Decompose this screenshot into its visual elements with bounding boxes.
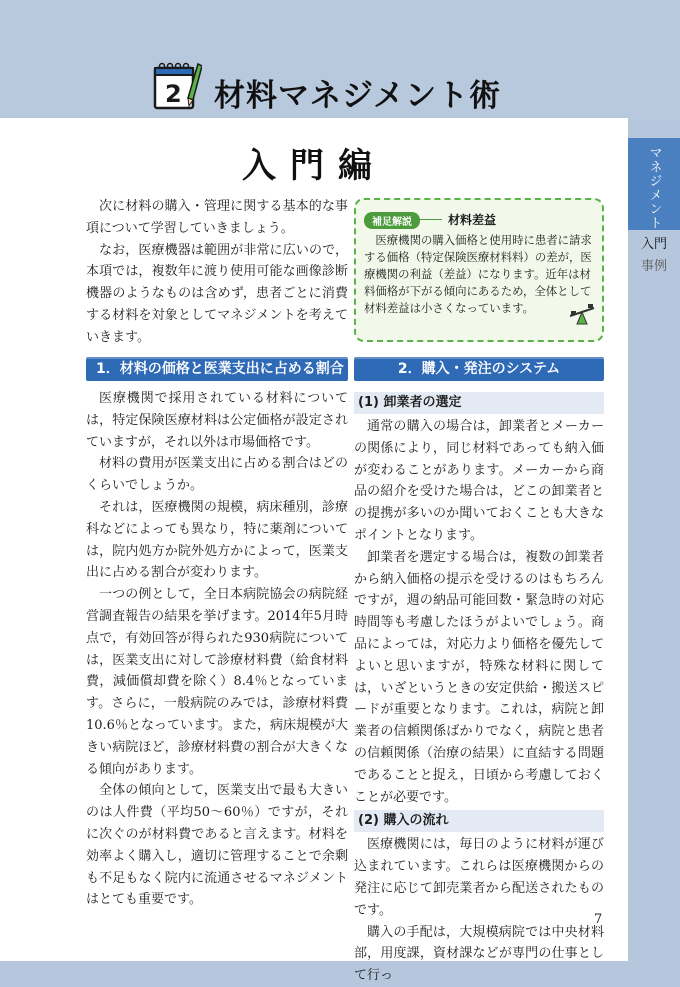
section2-heading: 2．購入・発注のシステム <box>354 357 604 381</box>
intro-paragraph: なお，医療機器は範囲が非常に広いので，本項では，複数年に渡り使用可能な画像診断機器のようなものは含めず，患者ごとに消費する材料を対象としてマネジメントを考えていきます。 <box>86 242 348 345</box>
chapter-title: 材料マネジメント術 <box>214 78 502 114</box>
sub2-paragraph: 購入の手配は，大規模病院では中央材料部，用度課，資材課などが専門の仕事として行っ <box>354 924 604 984</box>
notepad-pencil-icon <box>152 60 202 112</box>
side-tab <box>628 138 680 274</box>
sub1-paragraph: 卸業者を選定する場合は，複数の卸業者から納入価格の提示を受けるのはもちろんですが，週の納品可能回数・緊急時の対応時間等も考慮したほうがよいでしょう。商品によっては，対応力より価格を優先してよいと思いますが，特殊な材料に関しては，いざというときの安定供給・搬送スピードが重要となります。これは，病院と卸業者の信頼関係ばかりでなく，病院と患者の信頼関係（治療の結果）に直結する問題であることと捉え，日頃から考慮しておくことが必要です。 <box>354 549 604 805</box>
section-title: 入門編 <box>242 146 386 186</box>
sub2-heading: (2) 購入の流れ <box>354 810 604 832</box>
section1-paragraph: 一つの例として，全日本病院協会の病院経営調査報告の結果を挙げます。2014年5月時点で，有効回答が得られた930病院については，医業支出に対して診療材料費（給食材料費，減価償却費を除く）8.4％となっています。さらに，一般病院のみでは，診療材料費10.6％となっています。また，病床規模が大きい病院ほど，診療材料費の割合が大きくなる傾向があります。 <box>86 587 348 777</box>
section1-paragraph: 全体の傾向として，医業支出で最も大きいのは人件費（平均50～60％）ですが，それに次ぐのが材料費であると言えます。材料を効率よく購入し，適切に管理することで余剰も不足もなく院内に流通させるマネジメントはとても重要です。 <box>86 783 348 908</box>
sub1-heading: (1) 卸業者の選定 <box>354 392 604 414</box>
section1-paragraph: それは，医療機関の規模，病床種別，診療科などによっても異なり，特に薬剤については，院内処方か院外処方かによって，医業支出に占める割合が変わります。 <box>86 499 348 581</box>
section1-paragraph: 材料の費用が医業支出に占める割合はどのくらいでしょうか。 <box>86 456 348 494</box>
intro-text <box>86 196 348 349</box>
section1-body <box>86 388 348 911</box>
page-number: 7 <box>594 912 603 927</box>
intro-paragraph: 次に材料の購入・管理に関する基本的な事項について学習していきましょう。 <box>86 199 348 236</box>
chapter-number: 2 <box>165 80 182 108</box>
note-badge: 補足解説 <box>364 212 420 229</box>
note-body: 医療機関の購入価格と使用時に患者に請求する価格（特定保険医療材料料）の差が，医療機関の利益（差益）になります。近年は材料価格が下がる傾向にあるため，全体として材料差益は小さくなっています。 <box>364 233 592 315</box>
side-tab-item-intro: 入門 <box>640 237 667 252</box>
seesaw-icon <box>568 302 596 326</box>
note-connector <box>420 219 442 220</box>
section2-body <box>354 390 604 987</box>
note-title: 材料差益 <box>448 213 497 227</box>
section1-heading: 1．材料の価格と医業支出に占める割合 <box>86 357 348 381</box>
chapter-header <box>0 0 680 120</box>
side-tab-category: マネジメント <box>628 138 680 230</box>
supplement-note <box>354 198 604 342</box>
section1-paragraph: 医療機関で採用されている材料については，特定保険医療材料は公定価格が設定されていますが，それ以外は市場価格です。 <box>86 391 348 450</box>
sub1-paragraph: 通常の購入の場合は，卸業者とメーカーの関係により，同じ材料であっても納入価が変わることがあります。メーカーから商品の紹介を受けた場合は，どこの卸業者との提携が多いのか聞いておくことも大きなポイントとなります。 <box>354 419 604 543</box>
sub2-paragraph: 医療機関には，毎日のように材料が運び込まれています。これらは医療機関からの発注に応じて卸売業者から配送されたものです。 <box>354 837 604 918</box>
side-tab-item-cases: 事例 <box>640 259 667 274</box>
